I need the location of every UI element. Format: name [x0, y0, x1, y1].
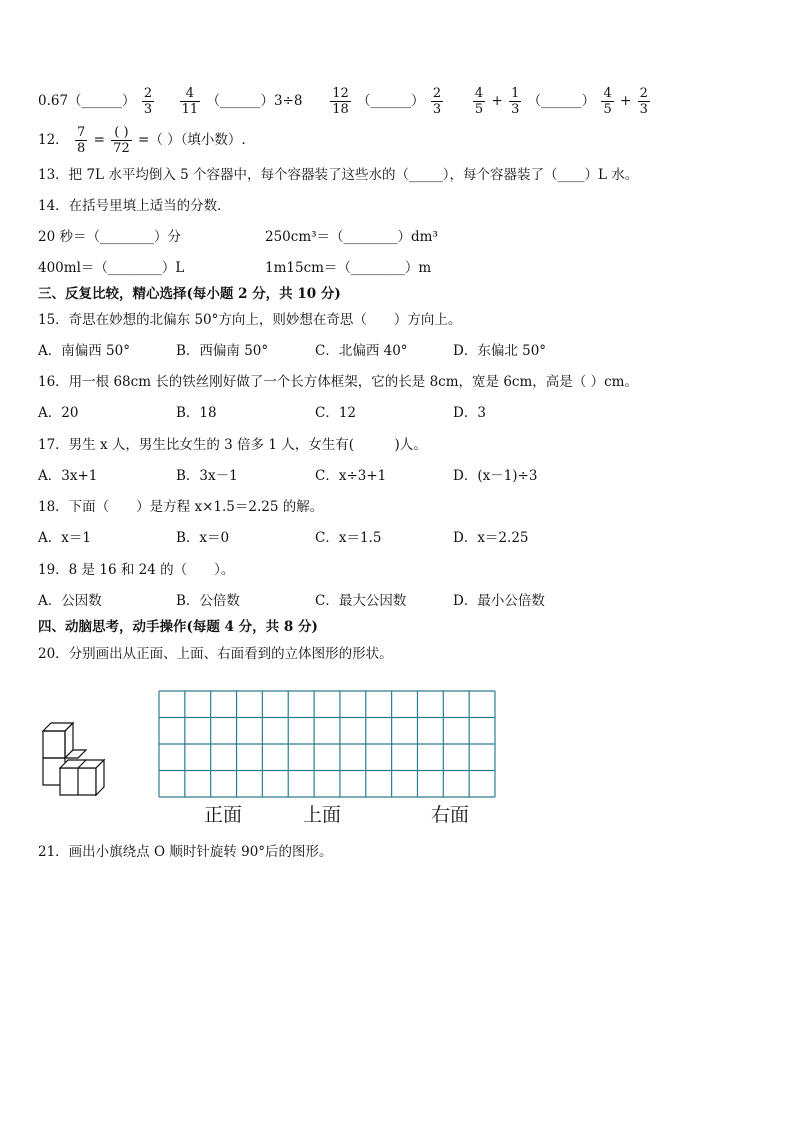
option-a: A．南偏西 50°: [38, 343, 130, 359]
drawing-grid[interactable]: [158, 690, 496, 798]
option-d: D．最小公倍数: [453, 593, 545, 609]
question-text: =（ ）（填小数）.: [138, 132, 246, 148]
q14-item-3: 400ml＝（________）L: [38, 260, 185, 276]
question-13: 13．把 7L 水平均倒入 5 个容器中，每个容器装了这些水的（_____），每个容器装了（____）L 水。: [38, 167, 639, 183]
compare-item-4: （______）: [527, 93, 596, 109]
question-14: 14．在括号里填上适当的分数．: [38, 198, 231, 214]
right-view-label: 右面: [431, 804, 470, 826]
q14-item-1: 20 秒＝（________）分: [38, 229, 181, 245]
question-15: 15．奇思在妙想的北偏东 50°方向上，则妙想在奇思（ ）方向上。: [38, 312, 462, 328]
option-b: B．18: [176, 405, 217, 421]
question-19: 19．8 是 16 和 24 的（ ）。: [38, 562, 235, 578]
top-view-label: 上面: [303, 804, 342, 826]
compare-row: [38, 86, 652, 117]
question-12: [38, 125, 246, 156]
fraction: $\frac{2}{3}$: [639, 86, 648, 117]
option-d: D．东偏北 50°: [453, 343, 547, 359]
compare-item-2: （______）3÷8: [206, 93, 303, 109]
option-a: A．20: [38, 405, 79, 421]
option-c: C．x÷3+1: [315, 468, 387, 484]
fraction: $\frac{2}{3}$: [432, 86, 442, 117]
fraction: $\frac{1}{3}$: [511, 86, 520, 117]
section-3-header: 三、反复比较，精心选择(每小题 2 分，共 10 分): [38, 286, 341, 302]
question-21: 21．画出小旗绕点 O 顺时针旋转 90°后的图形。: [38, 844, 333, 860]
fraction: $\frac{4}{5}$: [603, 86, 612, 117]
fraction: $\frac{2}{3}$: [143, 86, 153, 117]
option-c: C．x＝1.5: [315, 530, 382, 546]
question-16: 16．用一根 68cm 长的铁丝刚好做了一个长方体框架，它的长是 8cm，宽是 6cm，高是（ ）cm。: [38, 374, 638, 390]
option-c: C．北偏西 40°: [315, 343, 408, 359]
option-b: B．x＝0: [176, 530, 230, 546]
option-a: A．公因数: [38, 593, 102, 609]
question-17: 17．男生 x 人，男生比女生的 3 倍多 1 人，女生有( )人。: [38, 437, 427, 453]
fraction: $\frac{4}{5}$: [474, 86, 484, 117]
fraction: $\frac{4}{11}$: [181, 86, 199, 117]
plus-sign: +: [491, 93, 503, 109]
question-number: 12．: [38, 132, 69, 148]
option-a: A．3x+1: [38, 468, 98, 484]
option-a: A．x＝1: [38, 530, 91, 546]
option-b: B．3x－1: [176, 468, 238, 484]
fraction: $\frac{7}{8}$: [76, 125, 86, 156]
question-18: 18．下面（ ）是方程 x×1.5＝2.25 的解。: [38, 499, 324, 515]
fraction: $\frac{( )}{72}$: [113, 125, 130, 156]
option-b: B．西偏南 50°: [176, 343, 269, 359]
option-d: D．(x－1)÷3: [453, 468, 538, 484]
option-c: C．最大公因数: [315, 593, 407, 609]
question-20: 20．分别画出从正面、上面、右面看到的立体图形的形状。: [38, 646, 393, 662]
section-4-header: 四、动脑思考，动手操作(每题 4 分，共 8 分): [38, 619, 318, 635]
cube-figure: [40, 718, 112, 798]
compare-item-1: 0.67（______）: [38, 93, 136, 109]
q14-item-2: 250cm³＝（________）dm³: [265, 229, 438, 245]
option-b: B．公倍数: [176, 593, 240, 609]
equals-sign: =: [93, 132, 105, 148]
option-d: D．3: [453, 405, 486, 421]
option-c: C．12: [315, 405, 357, 421]
plus-sign: +: [620, 93, 632, 109]
compare-item-3: （______）: [357, 93, 425, 109]
front-view-label: 正面: [204, 804, 243, 826]
q14-item-4: 1m15cm＝（________）m: [265, 260, 432, 276]
fraction: $\frac{12}{18}$: [332, 86, 349, 117]
option-d: D．x＝2.25: [453, 530, 529, 546]
